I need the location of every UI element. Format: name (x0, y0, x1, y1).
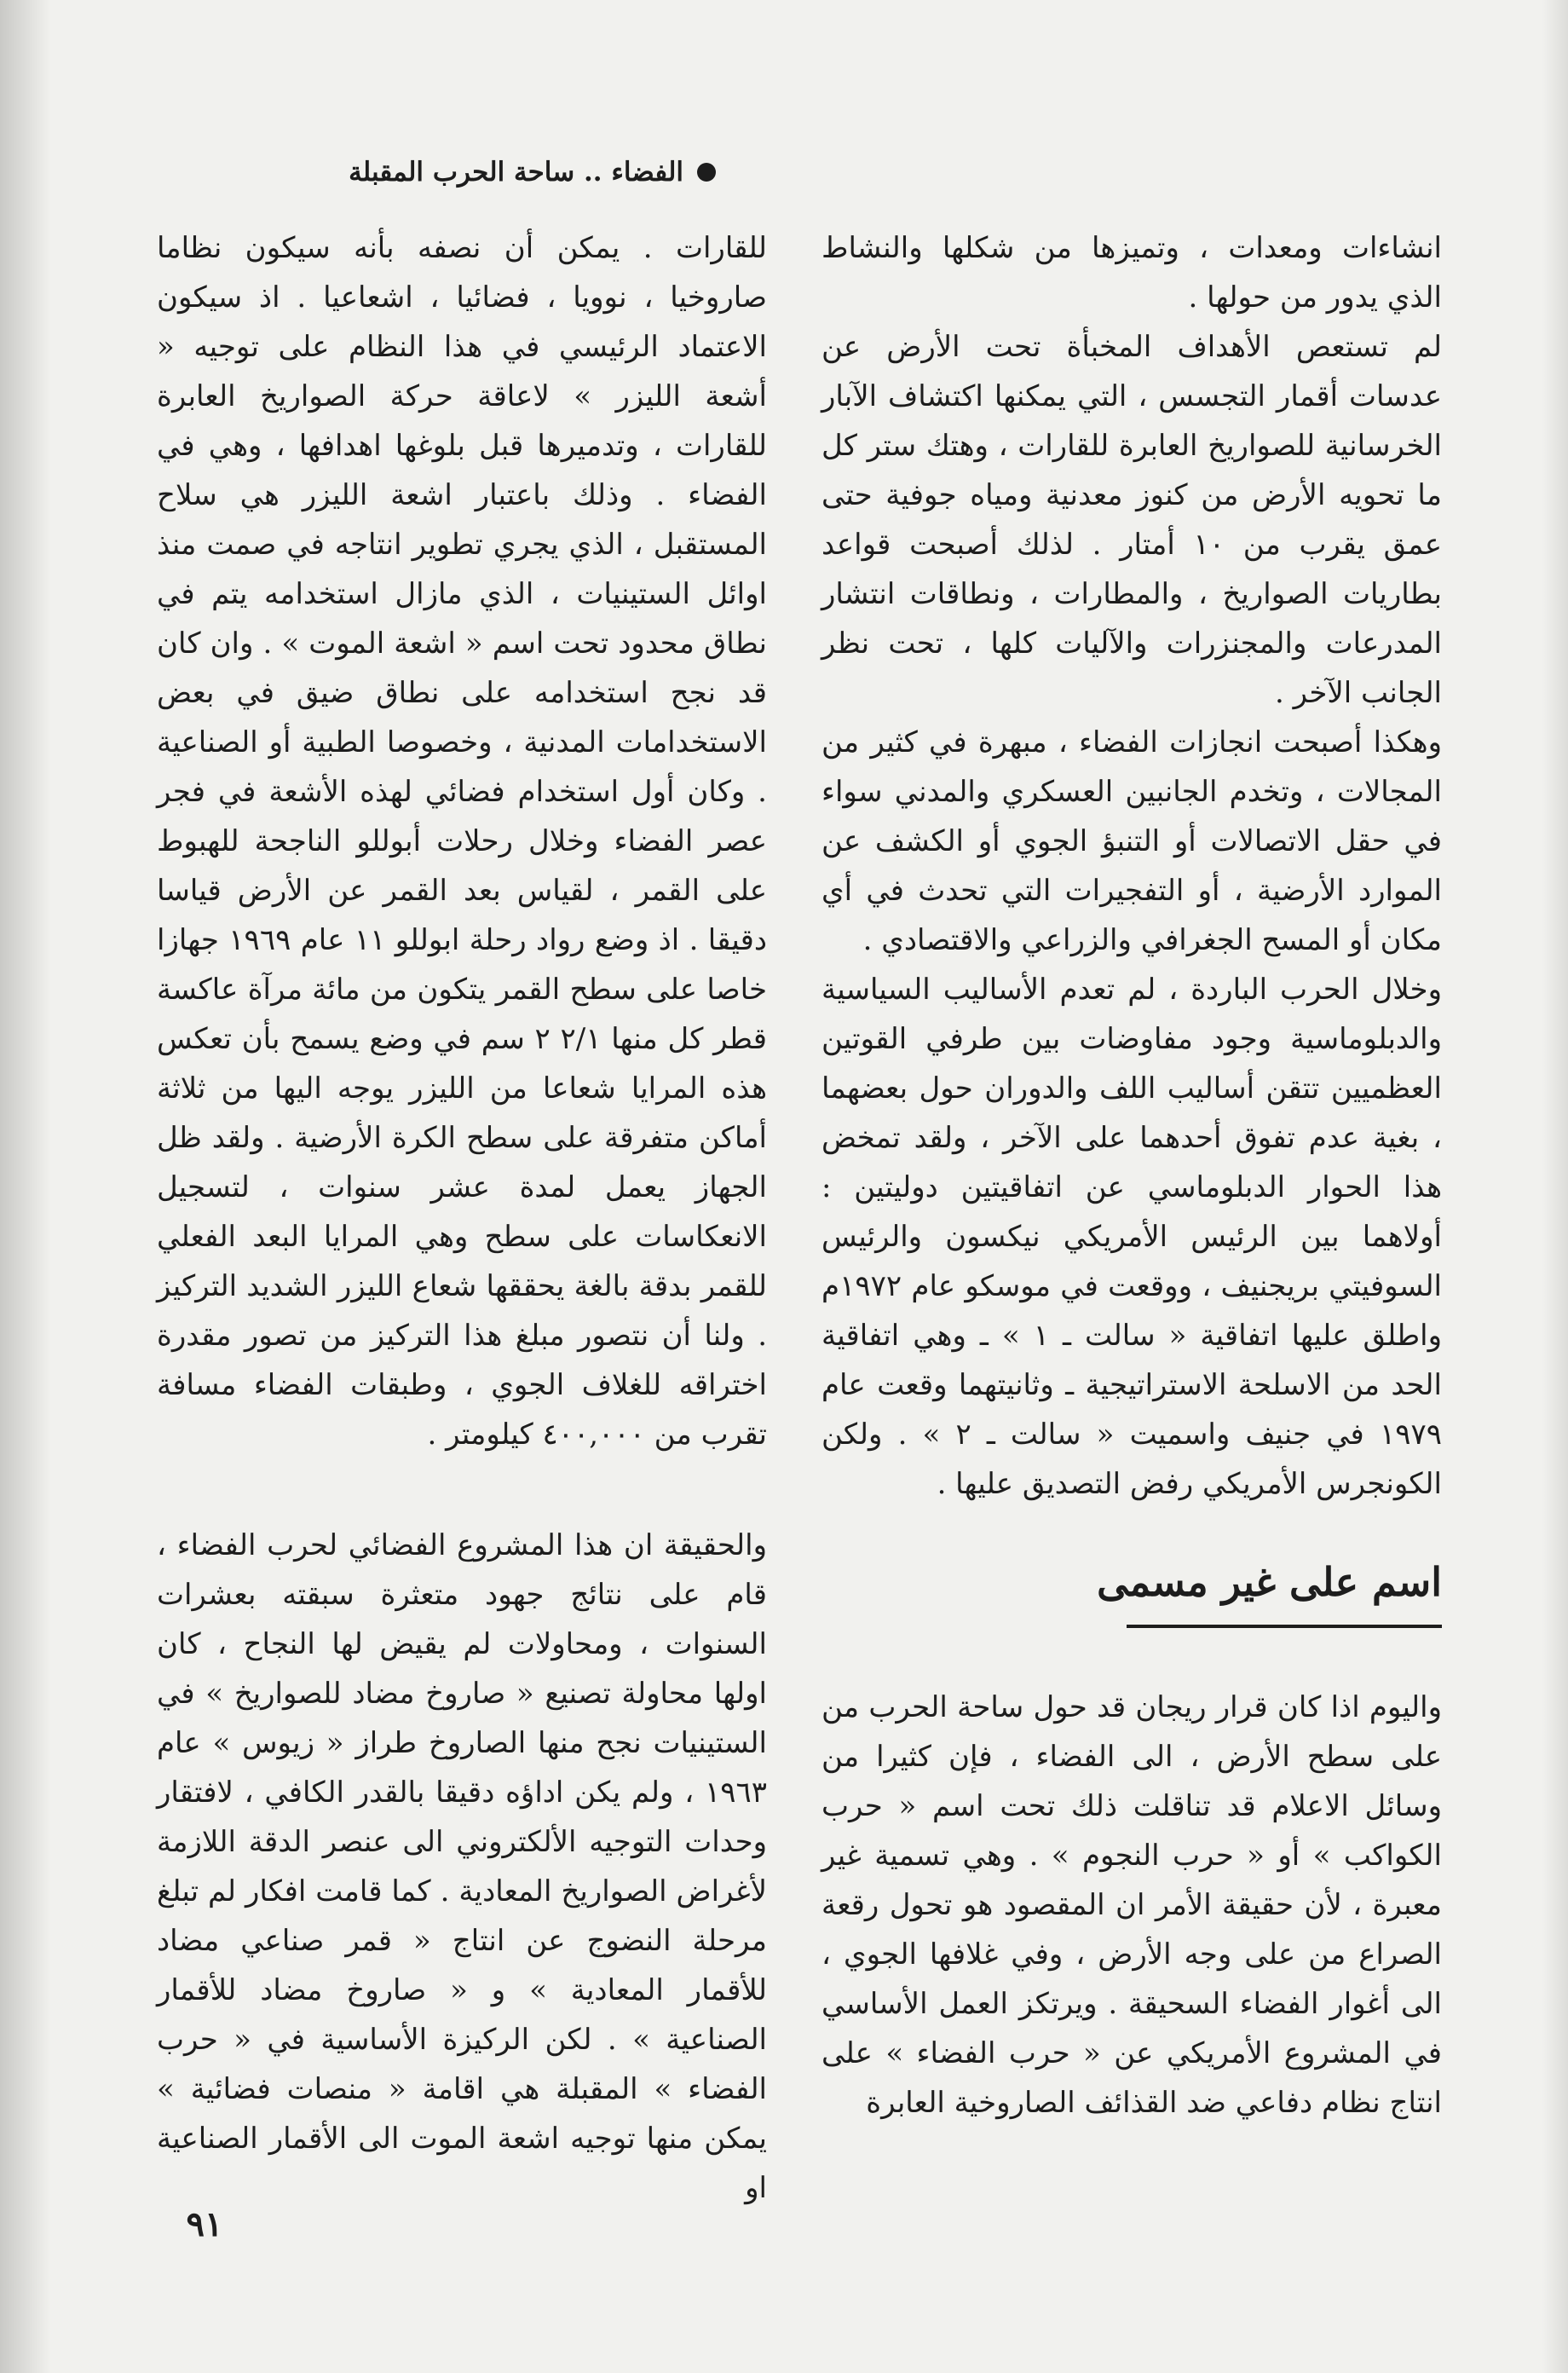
left-column (157, 223, 767, 2213)
running-title: الفضاء .. ساحة الحرب المقبلة (349, 157, 683, 188)
paragraph: وخلال الحرب الباردة ، لم تعدم الأساليب السياسية والدبلوماسية وجود مفاوضات بين طرفي القوتين العظميين تتقن أساليب اللف والدوران حول بعضهما ، بغية عدم تفوق أحدهما على الآخر ، ولقد تمخض هذا الحوار الدبلوماسي عن اتفاقيتين دوليتين : أولاهما بين الرئيس الأمريكي نيكسون والرئيس السوفيتي بريجنيف ، ووقعت في موسكو عام ١٩٧٢م واطلق عليها اتفاقية « سالت ـ ١ » ـ وهي اتفاقية الحد من الاسلحة الاستراتيجية ـ وثانيتهما وقعت عام ١٩٧٩ في جنيف واسميت « سالت ـ ٢ » . ولكن الكونجرس الأمريكي رفض التصديق عليها . (821, 973, 1443, 1501)
page-edge-shadow (1542, 0, 1568, 2373)
paragraph: لم تستعص الأهداف المخبأة تحت الأرض عن عدسات أقمار التجسس ، التي يمكنها اكتشاف الآبار الخرسانية للصواريخ العابرة للقارات ، وهتك ستر كل ما تحويه الأرض من كنوز معدنية ومياه جوفية حتى عمق يقرب من ١٠ أمتار . لذلك أصبحت قواعد بطاريات الصواريخ ، والمطارات ، ونطاقات انتشار المدرعات والمجنزرات والآليات كلها ، تحت نظر الجانب الآخر . (821, 330, 1442, 710)
paragraph: للقارات . يمكن أن نصفه بأنه سيكون نظاما صاروخيا ، نوويا ، فضائيا ، اشعاعيا . اذ سيكون الاعتماد الرئيسي في هذا النظام على توجيه « أشعة الليزر » لاعاقة حركة الصواريخ العابرة للقارات ، وتدميرها قبل بلوغها اهدافها ، وهي في الفضاء . وذلك باعتبار اشعة الليزر هي سلاح المستقبل ، الذي يجري تطوير انتاجه في صمت منذ اوائل الستينيات ، الذي مازال استخدامه يتم في نطاق محدود تحت اسم « اشعة الموت » . وان كان قد نجح استخدامه على نطاق ضيق في بعض الاستخدامات المدنية ، وخصوصا الطبية أو الصناعية . وكان أول استخدام فضائي لهذه الأشعة في فجر عصر الفضاء وخلال رحلات أبوللو الناجحة للهبوط على القمر ، لقياس بعد القمر عن الأرض قياسا دقيقا . اذ وضع رواد رحلة ابوللو ١١ عام ١٩٦٩ جهازا خاصا على سطح القمر يتكون من مائة مرآة عاكسة قطر كل منها ٢/١ ٢ سم في وضع يسمح بأن تعكس هذه المرايا شعاعا من الليزر يوجه اليها من ثلاثة أماكن متفرقة على سطح الكرة الأرضية . ولقد ظل الجهاز يعمل لمدة عشر سنوات ، لتسجيل الانعكاسات على سطح وهي المرايا البعد الفعلي للقمر بدقة بالغة يحققها شعاع الليزر الشديد التركيز . ولنا أن نتصور مبلغ هذا التركيز من تصور مقدرة اختراقه للغلاف الجوي ، وطبقات الفضاء مسافة تقرب من ٤٠٠,٠٠٠ كيلومتر . (157, 231, 767, 1452)
bullet-icon (697, 163, 716, 182)
page-number: ٩١ (186, 2204, 223, 2244)
paragraph: واليوم اذا كان قرار ريجان قد حول ساحة الحرب من على سطح الأرض ، الى الفضاء ، فإن كثيرا من وسائل الاعلام قد تناقلت ذلك تحت اسم « حرب الكواكب » أو « حرب النجوم » . وهي تسمية غير معبرة ، لأن حقيقة الأمر ان المقصود هو تحول رقعة الصراع من على وجه الأرض ، وفي غلافها الجوي ، الى أغوار الفضاء السحيقة . ويرتكز العمل الأساسي في المشروع الأمريكي عن « حرب الفضاء » على انتاج نظام دفاعي ضد القذائف الصاروخية العابرة (821, 1690, 1442, 2120)
section-heading: اسم على غير مسمى (1097, 1559, 1442, 1605)
paragraph: انشاءات ومعدات ، وتميزها من شكلها والنشاط الذي يدور من حولها . (821, 231, 1442, 315)
paragraph: والحقيقة ان هذا المشروع الفضائي لحرب الفضاء ، قام على نتائج جهود متعثرة سبقته بعشرات السنوات ، ومحاولات لم يقيض لها النجاح ، كان اولها محاولة تصنيع « صاروخ مضاد للصواريخ » في الستينيات نجح منها الصاروخ طراز « زيوس » عام ١٩٦٣ ، ولم يكن اداؤه دقيقا بالقدر الكافي ، لافتقار وحدات التوجيه الألكتروني الى عنصر الدقة اللازمة لأغراض الصواريخ المعادية . كما قامت افكار لم تبلغ مرحلة النضوج عن انتاج « قمر صناعي مضاد للأقمار المعادية » و « صاروخ مضاد للأقمار الصناعية » . لكن الركيزة الأساسية في « حرب الفضاء » المقبلة هي اقامة « منصات فضائية » يمكن منها توجيه اشعة الموت الى الأقمار الصناعية او (157, 1528, 767, 2205)
heading-underline (1127, 1625, 1442, 1628)
right-column (821, 223, 1442, 2128)
paragraph: وهكذا أصبحت انجازات الفضاء ، مبهرة في كثير من المجالات ، وتخدم الجانبين العسكري والمدني سواء في حقل الاتصالات أو التنبؤ الجوي أو الكشف عن الموارد الأرضية ، أو التفجيرات التي تحدث في أي مكان أو المسح الجغرافي والزراعي والاقتصادي . (821, 725, 1442, 957)
binding-shadow (0, 0, 51, 2373)
running-header (119, 147, 716, 198)
